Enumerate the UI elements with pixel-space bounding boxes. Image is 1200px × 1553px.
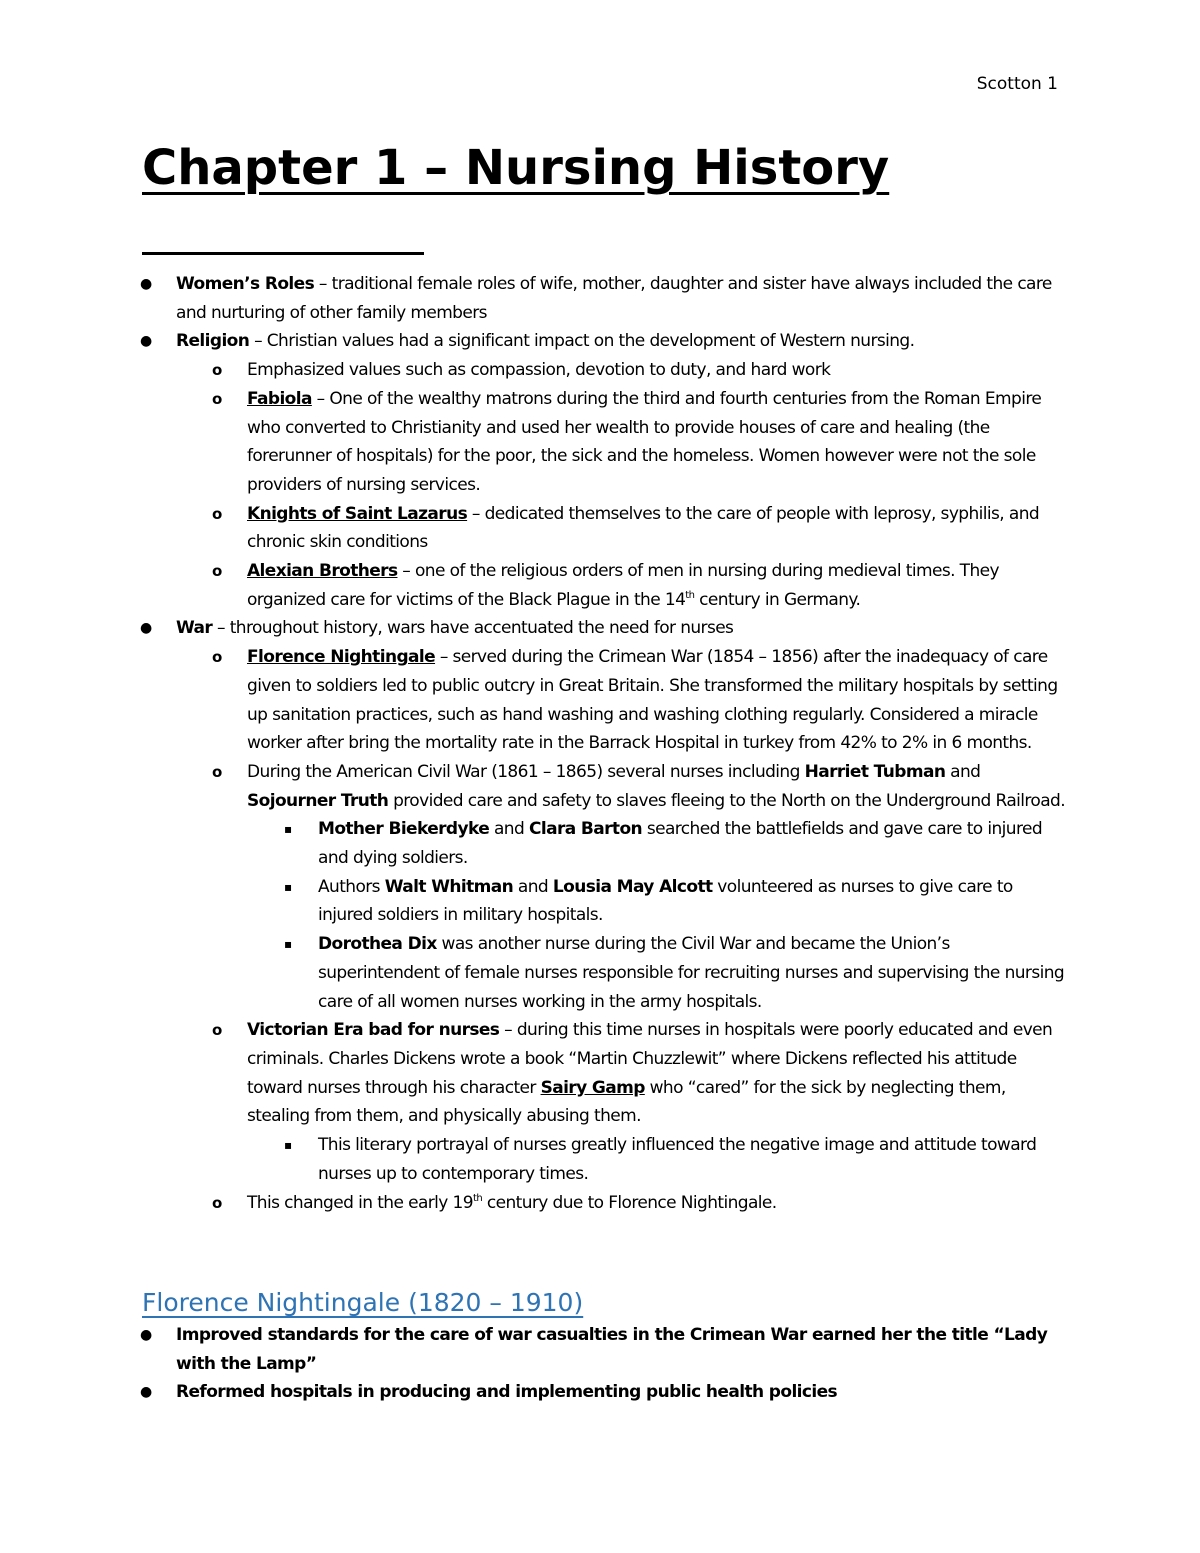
list-item-authors xyxy=(0,873,1200,930)
main-bullet-list xyxy=(0,270,1200,1217)
list-item-biekerdyke xyxy=(0,815,1200,872)
bullet-marker: o xyxy=(212,504,222,523)
item-text: – dedicated themselves to the care of people with leprosy, syphilis, and chronic skin conditions xyxy=(247,503,1040,553)
bullet-marker: ▪ xyxy=(284,937,292,952)
list-item-war xyxy=(0,614,1200,643)
item-text: – Christian values had a significant impact on the development of Western nursing. xyxy=(249,331,915,352)
list-item-alexian xyxy=(0,557,1200,614)
bullet-marker: o xyxy=(212,1193,222,1212)
term: Dorothea Dix xyxy=(318,934,437,955)
list-item-lady-lamp xyxy=(0,1321,1200,1378)
bullet-marker: ▪ xyxy=(284,879,292,894)
item-text: Improved standards for the care of war casualties in the Crimean War earned her the title “Lady with the Lamp” xyxy=(176,1325,1048,1374)
list-item-womens-roles xyxy=(0,270,1200,327)
bullet-marker: o xyxy=(212,361,222,380)
list-item-victorian xyxy=(0,1016,1200,1131)
page-header-label: Scotton 1 xyxy=(976,74,1058,94)
bullet-marker: ● xyxy=(140,1384,152,1401)
term: Fabiola xyxy=(247,388,312,409)
term: Victorian Era bad for nurses xyxy=(247,1020,500,1041)
list-item-religion xyxy=(0,327,1200,356)
bullet-marker: o xyxy=(212,762,222,781)
bullet-marker: ▪ xyxy=(284,1138,292,1153)
term: Women’s Roles xyxy=(176,274,315,294)
term: Harriet Tubman xyxy=(804,761,946,782)
term: Clara Barton xyxy=(528,819,643,840)
bullet-marker: o xyxy=(212,562,222,581)
list-item-reformed xyxy=(0,1378,1200,1407)
bullet-marker: ● xyxy=(140,1327,152,1343)
item-text: – one of the religious orders of men in nursing during medieval times. They organized care for victims of the Black Plague in the 14 xyxy=(247,561,999,610)
item-text: who “cared” for the sick by neglecting them, stealing from them, and physically abusing them. xyxy=(247,1077,1006,1127)
item-text: This literary portrayal of nurses greatly influenced the negative image and attitude toward nurses up to contemporary times. xyxy=(318,1135,1037,1184)
term: Alexian Brothers xyxy=(247,561,398,582)
superscript: th xyxy=(685,589,695,601)
item-text: was another nurse during the Civil War and became the Union’s superintendent of female nurses responsible for recruiting nurses and supervising the nursing care of all women nurses working in the army hospitals. xyxy=(318,934,1065,1012)
item-text: and xyxy=(513,876,553,897)
list-item-changed xyxy=(0,1189,1200,1218)
bullet-marker: o xyxy=(212,389,222,408)
item-text: searched the battlefields and gave care to injured and dying soldiers. xyxy=(318,819,1043,869)
bullet-marker: o xyxy=(212,648,222,667)
list-item-values xyxy=(0,356,1200,385)
term: Mother Biekerdyke xyxy=(318,819,490,840)
item-text: Authors xyxy=(318,876,385,897)
list-item-literary xyxy=(0,1131,1200,1188)
superscript: th xyxy=(473,1192,483,1204)
item-text: century due to Florence Nightingale. xyxy=(482,1192,777,1213)
item-text: – served during the Crimean War (1854 – 1856) after the inadequacy of care given to soldiers led to public outcry in Great Britain. She transformed the military hospitals by setting up sanitation practices, such as hand washing and washing clothing regularly. Considered a miracle worker after bring the mortality rate in the Barrack Hospital in turkey from 42% to 2% in 6 months. xyxy=(247,647,1058,754)
page-title: Chapter 1 – Nursing History xyxy=(142,140,890,196)
list-item-civil-war xyxy=(0,758,1200,815)
title-divider xyxy=(142,252,424,255)
term: Lousia May Alcott xyxy=(552,876,713,897)
term: Florence Nightingale xyxy=(247,647,436,668)
term: Religion xyxy=(176,331,250,352)
item-text: and xyxy=(489,819,529,840)
item-text: provided care and safety to slaves fleeing to the North on the Underground Railroad. xyxy=(388,790,1066,811)
item-text: – throughout history, wars have accentuated the need for nurses xyxy=(212,618,734,639)
term: Walt Whitman xyxy=(384,876,514,897)
bullet-marker: ▪ xyxy=(284,822,292,837)
item-text: This changed in the early 19 xyxy=(247,1192,473,1213)
bullet-marker: ● xyxy=(140,276,152,292)
list-item-lazarus xyxy=(0,500,1200,557)
item-text: – One of the wealthy matrons during the third and fourth centuries from the Roman Empire who converted to Christianity and used her wealth to provide houses of care and healing (the forerunner of hospitals) for the poor, the sick and the homeless. Women however were not the sole providers of nursing services. xyxy=(247,388,1042,495)
term: Sairy Gamp xyxy=(540,1077,645,1098)
list-item-dix xyxy=(0,930,1200,1016)
list-item-florence xyxy=(0,643,1200,758)
list-item-fabiola xyxy=(0,385,1200,500)
item-text: – during this time nurses in hospitals were poorly educated and even criminals. Charles Dickens wrote a book “Martin Chuzzlewit” where Dickens reflected his attitude toward nurses through his character xyxy=(247,1020,1053,1098)
nightingale-bullet-list xyxy=(0,1321,1200,1407)
bullet-marker: o xyxy=(212,1021,222,1040)
bullet-marker: ● xyxy=(140,333,152,350)
item-text: During the American Civil War (1861 – 1865) several nurses including xyxy=(247,761,805,782)
term: Sojourner Truth xyxy=(247,790,389,811)
item-text: century in Germany. xyxy=(694,589,861,610)
term: War xyxy=(176,618,213,639)
item-text: volunteered as nurses to give care to injured soldiers in military hospitals. xyxy=(318,876,1013,926)
item-text: Reformed hospitals in producing and implementing public health policies xyxy=(176,1382,838,1403)
term: Knights of Saint Lazarus xyxy=(247,503,468,524)
section-heading: Florence Nightingale (1820 – 1910) xyxy=(142,1288,584,1317)
bullet-marker: ● xyxy=(140,620,152,637)
item-text: and xyxy=(945,761,981,782)
item-text: Emphasized values such as compassion, devotion to duty, and hard work xyxy=(247,360,831,381)
item-text: – traditional female roles of wife, mother, daughter and sister have always included the care and nurturing of other family members xyxy=(176,274,1052,323)
